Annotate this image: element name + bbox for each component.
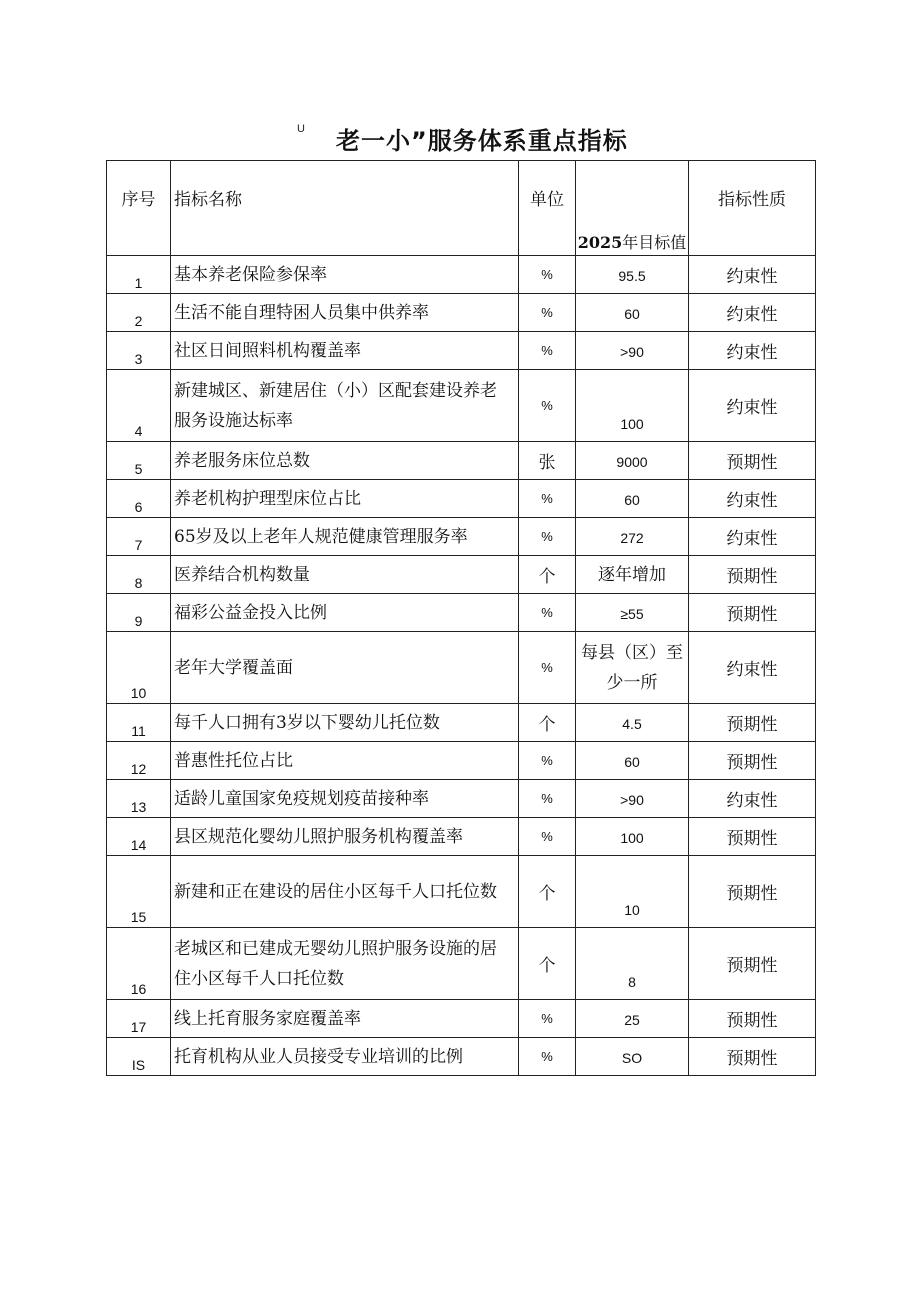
row-number: 9 — [107, 594, 171, 632]
table-row — [107, 370, 816, 442]
indicator-nature: 约束性 — [689, 294, 816, 332]
row-number: 6 — [107, 480, 171, 518]
indicator-name: 老年大学覆盖面 — [171, 632, 519, 704]
indicator-name: 65岁及以上老年人规范健康管理服务率 — [171, 518, 519, 556]
indicator-name: 托育机构从业人员接受专业培训的比例 — [171, 1038, 519, 1076]
header-target — [576, 161, 689, 256]
header-unit: 单位 — [519, 161, 576, 256]
table-row — [107, 818, 816, 856]
row-number: 14 — [107, 818, 171, 856]
row-number: 8 — [107, 556, 171, 594]
table-row — [107, 556, 816, 594]
table-row — [107, 442, 816, 480]
indicator-nature: 预期性 — [689, 1038, 816, 1076]
indicator-nature: 预期性 — [689, 704, 816, 742]
row-number: 12 — [107, 742, 171, 780]
target-value: 100 — [576, 370, 689, 442]
indicator-name: 县区规范化婴幼儿照护服务机构覆盖率 — [171, 818, 519, 856]
indicator-nature: 约束性 — [689, 332, 816, 370]
target-value: 60 — [576, 742, 689, 780]
header-name: 指标名称 — [171, 161, 519, 256]
unit-cell: 个 — [519, 856, 576, 928]
target-value: 9000 — [576, 442, 689, 480]
target-value: 100 — [576, 818, 689, 856]
unit-cell: % — [519, 480, 576, 518]
row-number: 3 — [107, 332, 171, 370]
unit-cell: 个 — [519, 704, 576, 742]
target-value: 60 — [576, 294, 689, 332]
indicator-name: 每千人口拥有3岁以下婴幼儿托位数 — [171, 704, 519, 742]
unit-cell: % — [519, 818, 576, 856]
indicator-table — [106, 160, 816, 1076]
header-target-year: 2025 — [577, 233, 623, 252]
indicator-name: 适龄儿童国家免疫规划疫苗接种率 — [171, 780, 519, 818]
target-value: 272 — [576, 518, 689, 556]
table-row — [107, 294, 816, 332]
indicator-name: 新建城区、新建居住（小）区配套建设养老服务设施达标率 — [171, 370, 519, 442]
indicator-nature: 约束性 — [689, 518, 816, 556]
target-value: 10 — [576, 856, 689, 928]
row-number: 17 — [107, 1000, 171, 1038]
table-row — [107, 1000, 816, 1038]
unit-cell: 张 — [519, 442, 576, 480]
row-number: 1 — [107, 256, 171, 294]
row-number: 10 — [107, 632, 171, 704]
target-value: >90 — [576, 780, 689, 818]
unit-cell: % — [519, 518, 576, 556]
target-value: 25 — [576, 1000, 689, 1038]
indicator-name: 社区日间照料机构覆盖率 — [171, 332, 519, 370]
unit-cell: % — [519, 1038, 576, 1076]
indicator-nature: 约束性 — [689, 480, 816, 518]
indicator-name: 生活不能自理特困人员集中供养率 — [171, 294, 519, 332]
target-value: 4.5 — [576, 704, 689, 742]
unit-cell: % — [519, 632, 576, 704]
table-row — [107, 632, 816, 704]
indicator-name: 基本养老保险参保率 — [171, 256, 519, 294]
unit-cell: 个 — [519, 928, 576, 1000]
unit-cell: % — [519, 780, 576, 818]
indicator-name: 福彩公益金投入比例 — [171, 594, 519, 632]
unit-cell: % — [519, 256, 576, 294]
target-value: 95.5 — [576, 256, 689, 294]
indicator-name: 老城区和已建成无婴幼儿照护服务设施的居住小区每千人口托位数 — [171, 928, 519, 1000]
header-nature: 指标性质 — [689, 161, 816, 256]
target-value: >90 — [576, 332, 689, 370]
indicator-nature: 预期性 — [689, 742, 816, 780]
row-number: 13 — [107, 780, 171, 818]
row-number: 16 — [107, 928, 171, 1000]
row-number: 5 — [107, 442, 171, 480]
indicator-nature: 约束性 — [689, 256, 816, 294]
unit-cell: % — [519, 742, 576, 780]
unit-cell: % — [519, 332, 576, 370]
table-row — [107, 1038, 816, 1076]
title-mark: U — [297, 123, 305, 135]
indicator-nature: 预期性 — [689, 1000, 816, 1038]
row-number: 2 — [107, 294, 171, 332]
unit-cell: 个 — [519, 556, 576, 594]
indicator-nature: 预期性 — [689, 856, 816, 928]
target-value: SO — [576, 1038, 689, 1076]
target-value: 每县（区）至少一所 — [576, 632, 689, 704]
indicator-name: 线上托育服务家庭覆盖率 — [171, 1000, 519, 1038]
table-row — [107, 332, 816, 370]
row-number: 4 — [107, 370, 171, 442]
target-value: ≥55 — [576, 594, 689, 632]
indicator-nature: 预期性 — [689, 594, 816, 632]
table-row — [107, 704, 816, 742]
indicator-name: 新建和正在建设的居住小区每千人口托位数 — [171, 856, 519, 928]
unit-cell: % — [519, 594, 576, 632]
indicator-nature: 约束性 — [689, 370, 816, 442]
row-number: IS — [107, 1038, 171, 1076]
indicator-nature: 约束性 — [689, 780, 816, 818]
indicator-name: 养老机构护理型床位占比 — [171, 480, 519, 518]
indicator-name: 普惠性托位占比 — [171, 742, 519, 780]
indicator-nature: 约束性 — [689, 632, 816, 704]
target-value: 60 — [576, 480, 689, 518]
table-row — [107, 742, 816, 780]
indicator-nature: 预期性 — [689, 818, 816, 856]
indicator-nature: 预期性 — [689, 928, 816, 1000]
table-row — [107, 928, 816, 1000]
row-number: 15 — [107, 856, 171, 928]
unit-cell: % — [519, 1000, 576, 1038]
table-row — [107, 594, 816, 632]
row-number: 7 — [107, 518, 171, 556]
indicator-name: 医养结合机构数量 — [171, 556, 519, 594]
header-no: 序号 — [107, 161, 171, 256]
table-row — [107, 856, 816, 928]
target-value: 8 — [576, 928, 689, 1000]
unit-cell: % — [519, 370, 576, 442]
table-row — [107, 518, 816, 556]
table-row — [107, 780, 816, 818]
indicator-nature: 预期性 — [689, 442, 816, 480]
unit-cell: % — [519, 294, 576, 332]
row-number: 11 — [107, 704, 171, 742]
indicator-nature: 预期性 — [689, 556, 816, 594]
page-title: 老一小”服务体系重点指标 — [336, 127, 628, 155]
header-target-label: 年目标值 — [622, 233, 687, 252]
table-row — [107, 480, 816, 518]
table-row — [107, 256, 816, 294]
table-header-row — [107, 161, 816, 256]
indicator-name: 养老服务床位总数 — [171, 442, 519, 480]
target-value: 逐年增加 — [576, 556, 689, 594]
